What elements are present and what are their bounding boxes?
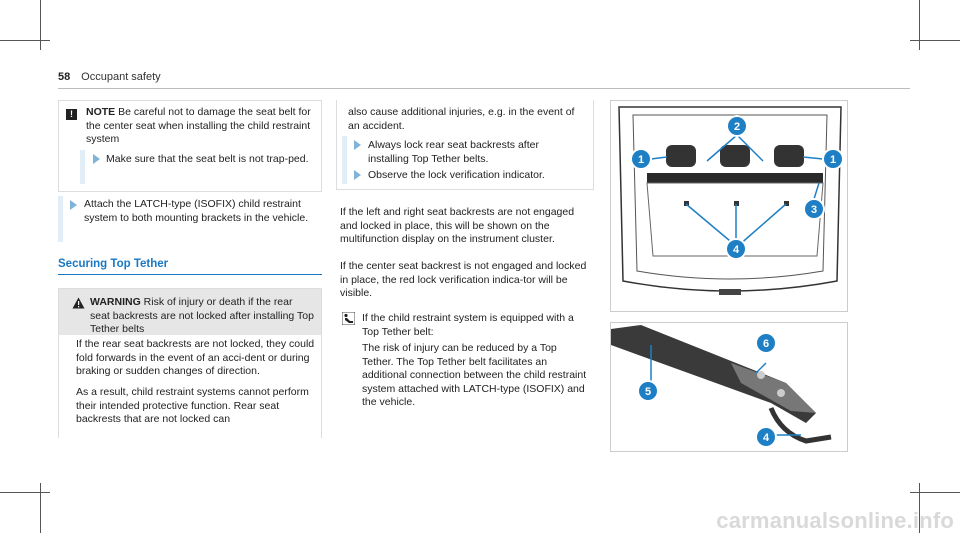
callout-4 [726, 239, 746, 259]
figure-tether [610, 322, 848, 452]
callout-1-right [823, 149, 843, 169]
svg-text:2: 2 [733, 121, 741, 133]
attach-step-bar [58, 196, 63, 242]
warning-para-1: If the rear seat backrests are not locked, they could fold forwards in the event of an acci-dent or during braking or sudden changes of direction. [76, 338, 315, 377]
step-arrow-icon [354, 140, 361, 150]
svg-text:4: 4 [732, 244, 740, 256]
note-label: NOTE [86, 106, 116, 118]
header-rule [58, 88, 910, 89]
warning-title-text: Risk of injury or death if the rear seat backrests are not locked after installing Top Tether belts [90, 296, 314, 335]
page-number: 58 [58, 71, 71, 83]
heading-rule [58, 274, 322, 275]
svg-text:1: 1 [637, 154, 645, 166]
warning-label: WARNING [90, 296, 141, 308]
svg-text:4: 4 [762, 432, 770, 444]
note-step-bar [80, 150, 85, 184]
tether-illustration [611, 323, 848, 452]
child-seat-line-2: The risk of injury can be reduced by a Top Tether. The Top Tether belt facilitates an additional connection between the child restraint system attached with LATCH-type (ISOFIX) and the vehicle. [362, 342, 587, 408]
child-seat-line-1: If the child restraint system is equipped with a Top Tether belt: [362, 312, 574, 338]
callout-4-bottom [756, 427, 776, 447]
note-body: Be careful not to damage the seat belt for the center seat when installing the child restraint system [86, 106, 311, 145]
attach-step-text: Attach the LATCH-type (ISOFIX) child restraint system to both mounting brackets in the vehicle. [84, 198, 309, 224]
svg-text:1: 1 [829, 154, 837, 166]
watermark: carmanualsonline.info [716, 507, 954, 533]
warning-step-bar [342, 136, 347, 184]
step-arrow-icon [70, 200, 77, 210]
crop-mark [910, 492, 960, 493]
crop-mark [40, 483, 41, 533]
callout-2 [727, 116, 747, 136]
warning-triangle-icon [72, 297, 85, 309]
warning-para-3: also cause additional injuries, e.g. in the event of an accident. [348, 106, 575, 132]
page-header [58, 71, 161, 85]
note-step-text: Make sure that the seat belt is not trap-ped. [106, 153, 309, 165]
section-heading: Securing Top Tether [58, 258, 169, 270]
svg-text:5: 5 [644, 386, 652, 398]
warning-step-1: Always lock rear seat backrests after installing Top Tether belts. [368, 139, 539, 165]
warning-title [90, 296, 315, 337]
callout-5 [638, 381, 658, 401]
trunk-illustration [611, 101, 848, 312]
crop-mark [40, 0, 41, 50]
crop-mark [0, 492, 50, 493]
callout-6 [756, 333, 776, 353]
child-seat-icon [342, 312, 355, 325]
warning-para-2: As a result, child restraint systems cannot perform their intended protective function. Rear seat backrests that are not locked can [76, 386, 309, 425]
warning-step-2: Observe the lock verification indicator. [368, 169, 545, 181]
callout-3 [804, 199, 824, 219]
para-engaged: If the left and right seat backrests are not engaged and locked in place, this will be shown on the multifunction display on the instrument cluster. [340, 206, 575, 245]
crop-mark [910, 40, 960, 41]
svg-text:6: 6 [762, 338, 770, 350]
svg-text:3: 3 [810, 204, 818, 216]
step-arrow-icon [93, 154, 100, 164]
callout-1-left [631, 149, 651, 169]
para-center: If the center seat backrest is not engaged and locked in place, the red lock verification indica-tor will be visible. [340, 260, 587, 299]
figure-trunk [610, 100, 848, 312]
crop-mark [0, 40, 50, 41]
note-icon: ! [66, 108, 77, 122]
step-arrow-icon [354, 170, 361, 180]
note-text [86, 106, 316, 147]
section-title: Occupant safety [81, 71, 161, 83]
crop-mark [919, 0, 920, 50]
